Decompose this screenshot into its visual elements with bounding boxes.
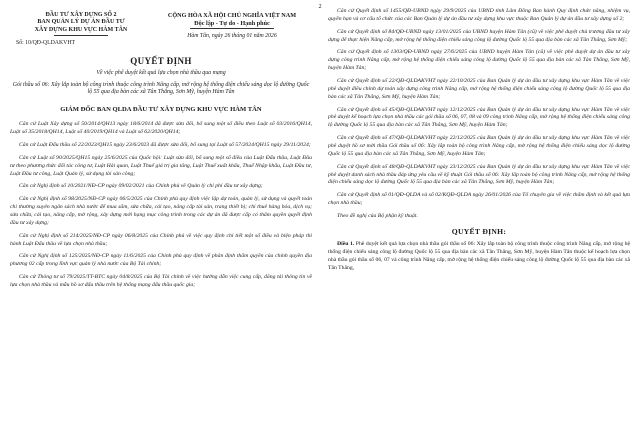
legal-basis-paragraph bbox=[328, 135, 630, 159]
legal-basis-text: Căn cứ Luật Đấu thầu số 22/2023/QH15 ngày 23/6/2023 đã được sửa đổi, bổ sung tại Luật số 57/2024/QH15 ngày 29/11/2024; bbox=[19, 141, 311, 148]
legal-basis-paragraph bbox=[10, 253, 312, 269]
page-number: 2 bbox=[318, 3, 322, 10]
legal-basis-paragraph bbox=[328, 49, 630, 73]
legal-basis-text: Căn cứ Nghị định số 125/2025/NĐ-CP ngày 11/6/2025 của Chính phủ quy định về phân định thẩm quyền của chính quyền địa phương 02 cấp trong lĩnh vực quản lý nhà nước của Bộ Tài chính; bbox=[10, 253, 312, 268]
legal-basis-paragraph bbox=[10, 183, 312, 191]
title-package: Gói thầu số 06: Xây lắp toàn bộ công trình thuộc công trình Nâng cấp, mở rộng hệ thống điện chiếu sáng dọc lộ đường Quốc lộ 55 qua địa bàn các xã Tân Thắng, Sơn Mỹ, huyện Hàm Tân bbox=[12, 81, 310, 96]
legal-basis-paragraph bbox=[10, 233, 312, 249]
legal-basis-text: Căn cứ Nghị định số 214/2025/NĐ-CP ngày 06/8/2025 của Chính phủ về việc quy định chi tiết một số điều và biện pháp thi hành Luật Đấu thầu về lựa chọn nhà thầu; bbox=[10, 232, 312, 247]
legal-basis-paragraph bbox=[328, 78, 630, 102]
legal-basis-text: Căn cứ Nghị định số 98/2025/NĐ-CP ngày 06/5/2025 của Chính phủ quy định việc lập dự toán, quản lý, sử dụng và quyết toán chi thường xuyên ngân sách nhà nước để mua sắm, sửa chữa, cải tạo, nâng cấp tài sản, trang thiết bị; chi thuê hàng hóa, dịch vụ; sửa chữa, cải tạo, nâng cấp, mở rộng, xây dựng mới hạng mục công trình trong các dự án đã được cấp có thẩm quyền quyết định đầu tư xây dựng; bbox=[10, 196, 312, 226]
legal-basis-paragraph bbox=[328, 164, 630, 188]
issuer-block bbox=[10, 12, 152, 47]
country-motto: Độc lập - Tự do - Hạnh phúc bbox=[194, 19, 270, 27]
legal-basis-paragraph bbox=[10, 155, 312, 179]
legal-basis-text: Căn cứ Quyết định số 1455/QĐ-UBND ngày 29/9/2025 của UBND tỉnh Lâm Đồng Ban hành Quy định chức năng, nhiệm vụ, quyền hạn và cơ cấu tổ chức của các Ban Quản lý dự án đầu tư xây dựng khu vực thuộc Ban Quản lý dự án đầu tư xây dựng số 2; bbox=[328, 8, 630, 22]
legal-basis-text: Căn cứ Luật Xây dựng số 50/2014/QH13 ngày 18/6/2014 đã được sửa đổi, bổ sung một số điều theo Luật số 03/2016/QH14, Luật số 35/2018/QH14, Luật số 40/2019/QH14 và Luật số 62/2020/QH14; bbox=[10, 121, 312, 136]
signer-authority-title: GIÁM ĐỐC BAN QLDA ĐẦU TƯ XÂY DỰNG KHU VỰC HÀM TÂN bbox=[60, 106, 262, 114]
agency-line-3: XÂY DỰNG KHU VỰC HÀM TÂN bbox=[34, 26, 128, 33]
legal-basis-text: Căn cứ Thông tư số 79/2025/TT-BTC ngày 04/8/2025 của Bộ Tài chính về việc hướng dẫn việc cung cấp, đăng tải thông tin về lựa chọn nhà thầu và mẫu hồ sơ đấu thầu trên hệ thống mạng đấu thầu quốc gia; bbox=[10, 274, 312, 288]
issuer-divider bbox=[54, 35, 108, 36]
legal-basis-text: Căn cứ Quyết định số 48/QĐ-QLDAKVHT ngày 23/12/2025 của Ban Quản lý dự án đầu tư xây dựng khu vực Hàm Tân về việc phê duyệt danh sách nhà thầu đáp ứng yêu cầu về kỹ thuật Gói thầu số 06: Xây lắp toàn bộ công trình Nâng cấp, mở rộng hệ thống điện chiếu sáng dọc lộ đường Quốc lộ 55 qua địa bàn các xã Tân Thắng, Sơn Mỹ, huyện Hàm Tân; bbox=[328, 163, 630, 186]
legal-basis-paragraph bbox=[328, 192, 630, 208]
legal-basis-paragraph bbox=[328, 29, 630, 45]
legal-basis-text: Căn cứ Luật số 90/2025/QH15 ngày 25/6/2025 của Quốc hội: Luật sửa đổi, bổ sung một số điều của Luật Đấu thầu, Luật Đầu tư theo phương thức đối tác công tư, Luật Hải quan, Luật Thuế giá trị gia tăng, Luật Thuế xuất khẩu, Thuế Nhập khẩu, Luật Đầu tư, Luật Đầu tư công, Luật Quản lý, sử dụng tài sản công; bbox=[10, 154, 312, 177]
document-header bbox=[10, 12, 312, 47]
place-and-date: Hàm Tân, ngày 26 tháng 01 năm 2026 bbox=[187, 33, 277, 40]
legal-basis-paragraph bbox=[10, 196, 312, 227]
national-title-block bbox=[152, 12, 312, 40]
legal-basis-text: Căn cứ Quyết định số 01/QĐ-QLDA và số 02/KQĐ-QLDA ngày 26/01/2026 của Tổ chuyên gia về việc thẩm định và kết quả lựa chọn nhà thầu; bbox=[328, 192, 630, 207]
agency-line-2: BAN QUẢN LÝ DỰ ÁN ĐẦU TƯ bbox=[37, 19, 125, 26]
proposal-note: Theo đề nghị của Bộ phận kỹ thuật. bbox=[337, 213, 418, 220]
legal-basis-text: Căn cứ Quyết định số 22/QĐ-QLDAKVHT ngày 22/10/2025 của Ban Quản lý dự án đầu tư xây dựng khu vực Hàm Tân về việc phê duyệt điều chỉnh dự toán xây dựng công trình Nâng cấp, mở rộng hệ thống điện chiếu sáng công lộ đường Quốc lộ 55 qua địa bàn các xã Tân Thắng, Sơn Mỹ, huyện Hàm Tân; bbox=[328, 78, 630, 100]
right-column bbox=[326, 6, 630, 438]
left-column bbox=[10, 6, 314, 438]
agency-line-1: ĐẦU TƯ XÂY DỰNG SỐ 2 bbox=[45, 12, 117, 18]
legal-basis-text: Căn cứ Nghị định số 10/2021/NĐ-CP ngày 09/02/2021 của Chính phủ về Quản lý chi phí đầu tư xây dựng; bbox=[19, 183, 263, 190]
legal-basis-paragraph bbox=[10, 142, 312, 150]
country-name: CỘNG HÒA XÃ HỘI CHỦ NGHĨA VIỆT NAM bbox=[167, 12, 297, 19]
motto-divider bbox=[190, 28, 273, 29]
legal-basis-paragraph bbox=[10, 121, 312, 137]
doc-number: Số: 10/QĐ-QLDAKVHT bbox=[16, 39, 76, 46]
two-column-layout bbox=[10, 6, 630, 438]
article-1 bbox=[328, 241, 630, 272]
title-subtitle: Về việc phê duyệt kết quả lựa chọn nhà thầu qua mạng bbox=[96, 70, 226, 76]
legal-basis-text: Căn cứ Quyết định số 1303/QĐ-UBND ngày 27/6/2025 của UBND huyện Hàm Tân (cũ) về việc phê duyệt dự án đầu tư xây dựng công trình Nâng cấp, mở rộng hệ thống điện chiếu sáng công lộ đường Quốc lộ 55 qua địa bàn các xã Tân Thắng, Sơn Mỹ, huyện Hàm Tân; bbox=[328, 49, 630, 72]
decision-heading: QUYẾT ĐỊNH: bbox=[451, 227, 507, 237]
legal-basis-text: Căn cứ Quyết định số 45/QĐ-QLDAKVHT ngày 12/12/2025 của Ban Quản lý dự án đầu tư xây dựng khu vực Hàm Tân về việc phê duyệt kế hoạch lựa chọn nhà thầu các gói thầu số 06, 07, 08 và 09 công trình Nâng cấp, mở rộng hệ thống điện chiếu sáng công lộ đường Quốc lộ 55 qua địa bàn các xã Tân Thắng, Sơn Mỹ, huyện Hàm Tân; bbox=[328, 106, 630, 129]
legal-basis-paragraph bbox=[328, 107, 630, 131]
legal-basis-paragraph bbox=[10, 274, 312, 290]
article-1-text: Phê duyệt kết quả lựa chọn nhà thầu gói thầu số 06: Xây lắp toàn bộ công trình thuộc công trình Nâng cấp, mở rộng hệ thống điện chiếu sáng công lộ đường Quốc lộ 55 qua địa bàn các xã Tân Thắng, Sơn Mỹ, huyện Hàm Tân thuộc kế hoạch lựa chọn nhà thầu gói thầu số 06, 07 và công trình Nâng cấp, mở rộng hệ thống điện chiếu sáng công lộ đường Quốc lộ 55 qua địa bàn các xã Tân Thắng, bbox=[328, 241, 631, 271]
article-1-label: Điều 1. bbox=[337, 241, 355, 248]
legal-basis-text: Căn cứ Quyết định số 47/QĐ-QLDAKVHT ngày 22/12/2025 của Ban Quản lý dự án đầu tư xây dựng khu vực Hàm Tân về việc phê duyệt hồ sơ mời thầu Gói thầu số 06: Xây lắp toàn bộ công trình Nâng cấp, mở rộng hệ thống điện chiếu sáng dọc lộ đường Quốc lộ 55 qua địa bàn các xã Tân Thắng, Sơn Mỹ, huyện Hàm Tân; bbox=[328, 135, 630, 157]
page-title: QUYẾT ĐỊNH bbox=[130, 56, 192, 66]
legal-basis-text: Căn cứ Quyết định số 84/QĐ-UBND ngày 13/01/2025 của UBND huyện Hàm Tân (cũ) về việc phê duyệt chủ trương đầu tư xây dựng để thực hiện Nâng cấp, mở rộng hệ thống điện chiếu sáng công lộ đường Quốc lộ 55 qua địa bàn các xã Tân Thắng, Sơn Mỹ; bbox=[328, 28, 630, 43]
legal-basis-paragraph bbox=[328, 8, 630, 24]
